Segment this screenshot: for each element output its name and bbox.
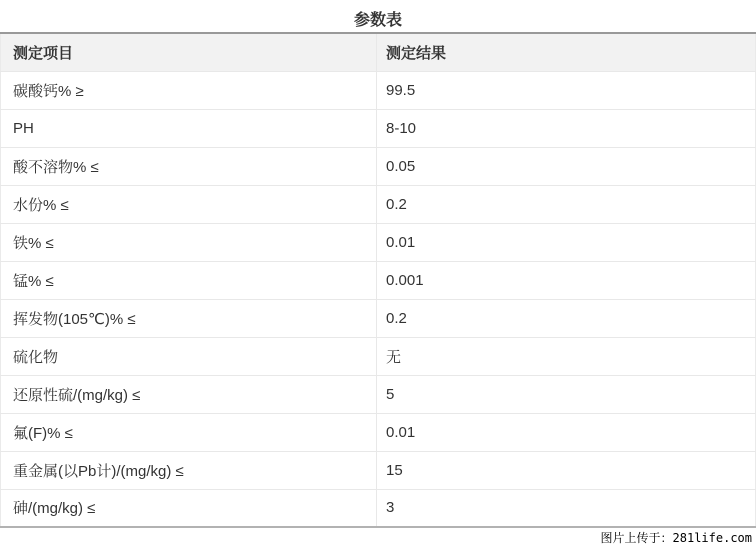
column-header-result: 测定结果 (377, 33, 756, 71)
result-cell: 0.2 (377, 299, 756, 337)
table-row (1, 489, 756, 527)
page-title: 参数表 (353, 12, 402, 29)
result-cell: 0.2 (377, 185, 756, 223)
result-cell: 3 (377, 489, 756, 527)
item-cell: 重金属(以Pb计)/(mg/kg) ≤ (1, 451, 377, 489)
table-row (1, 109, 756, 147)
result-cell: 0.05 (377, 147, 756, 185)
result-cell: 15 (377, 451, 756, 489)
table-row (1, 147, 756, 185)
item-cell: 水份% ≤ (1, 185, 377, 223)
table-header-row (1, 33, 756, 71)
result-cell: 8-10 (377, 109, 756, 147)
table-row (1, 185, 756, 223)
result-cell: 0.01 (377, 223, 756, 261)
item-cell: 氟(F)% ≤ (1, 413, 377, 451)
result-cell: 5 (377, 375, 756, 413)
item-cell: 挥发物(105℃)% ≤ (1, 299, 377, 337)
table-row (1, 337, 756, 375)
result-cell: 无 (377, 337, 756, 375)
item-cell: 还原性硫/(mg/kg) ≤ (1, 375, 377, 413)
table-row (1, 299, 756, 337)
item-cell: 砷/(mg/kg) ≤ (1, 489, 377, 527)
item-cell: 锰% ≤ (1, 261, 377, 299)
item-cell: 碳酸钙% ≥ (1, 71, 377, 109)
item-cell: PH (1, 109, 377, 147)
result-cell: 99.5 (377, 71, 756, 109)
item-cell: 铁% ≤ (1, 223, 377, 261)
table-row (1, 451, 756, 489)
watermark: 图片上传于：281life.com (591, 530, 753, 547)
item-cell: 酸不溶物% ≤ (1, 147, 377, 185)
column-header-item: 测定项目 (1, 33, 377, 71)
result-cell: 0.001 (377, 261, 756, 299)
table-row (1, 223, 756, 261)
table-row (1, 413, 756, 451)
table-row (1, 261, 756, 299)
table-row (1, 71, 756, 109)
item-cell: 硫化物 (1, 337, 377, 375)
result-cell: 0.01 (377, 413, 756, 451)
table-row (1, 375, 756, 413)
parameters-table (0, 32, 756, 528)
